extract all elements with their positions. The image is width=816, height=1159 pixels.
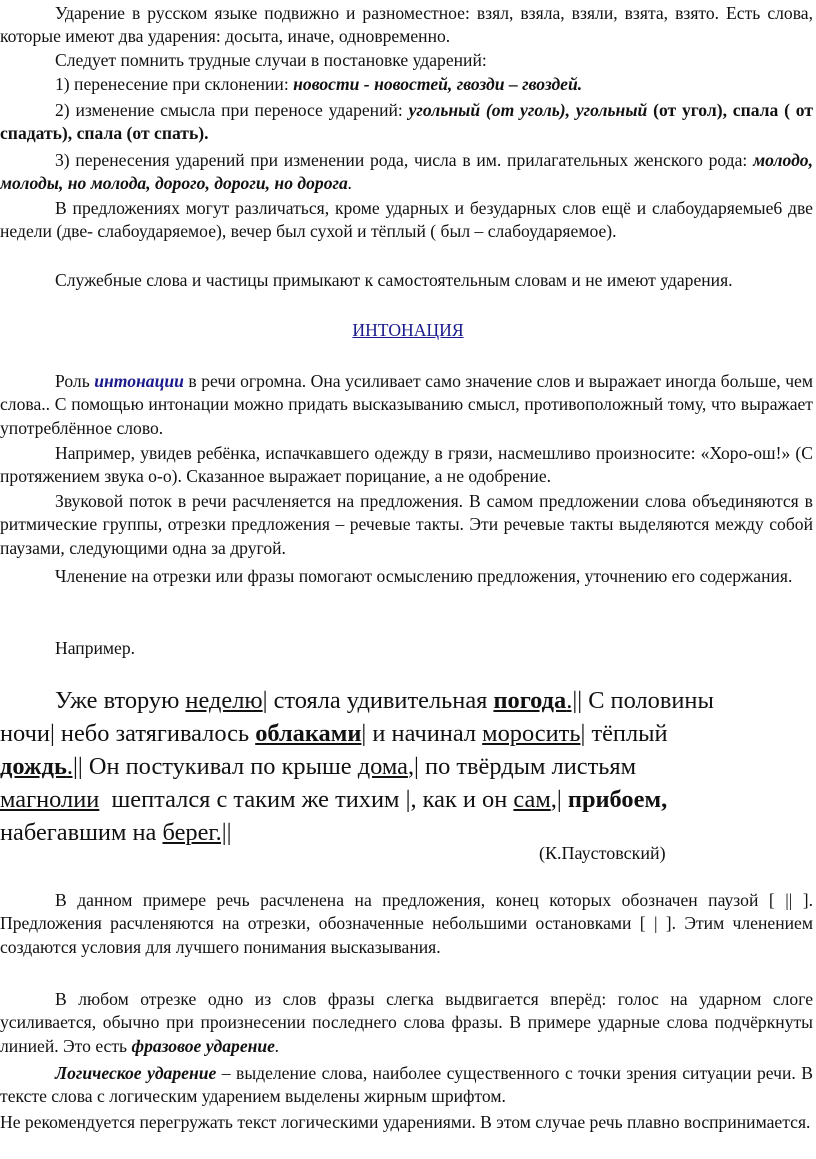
intro-paragraph-7: Служебные слова и частицы примыкают к самостоятельным словам и не имеют ударения. [55,270,733,290]
intro-paragraph-5 [0,149,813,196]
text-run: и начинал [366,720,483,747]
analysis-paragraph-2 [0,988,813,1058]
text-run: С половины [582,687,714,714]
bold-text: (от угол), спала ( от спадать), спала (от спать). [0,100,814,144]
stressed-word: сам [513,786,551,813]
text-run: ночи [0,720,50,747]
body-paragraph-1 [0,370,813,440]
example-line [0,783,813,816]
text-run: ,| по твёрдым листьям [407,753,637,780]
section-heading: ИНТОНАЦИЯ [352,320,464,340]
stressed-word: неделю [185,687,263,714]
text-run: В любом отрезке одно из слов фразы слегка выдвигается вперёд: голос на ударном слоге усиливается, обычно при произнесении последнего слова фразы. В примере ударные слова подчёркнуты линией. Это есть [0,989,813,1056]
emphasis-text: молодо, молоды, но молода, дорого, дороги, но дорога [0,150,813,194]
pause-mark: .|| [566,687,583,714]
text-run: в речи огромна. Она усиливает само значение слов и выражает иногда больше, чем слова.. С помощью интонации можно придать высказыванию смысл, противоположный тому, что выражает употреблённое слово. [0,371,813,438]
text-run: – выделение слова, наиболее существенного с точки зрения ситуации речи. В тексте слова с логическим ударением выделены жирным шрифтом. [0,1063,813,1107]
analysis-paragraph-3 [0,1062,813,1109]
text-run: | небо затягивалось [49,720,256,747]
body-paragraph-3: Звуковой поток в речи расчленяется на предложения. В самом предложении слова объединяются в ритмические группы, отрезки предложения – речевые такты. Эти речевые такты выделяются между собой паузами, следующими одна за другой. [0,491,813,558]
body-paragraph-2: Например, увидев ребёнка, испачкавшего одежду в грязи, насмешливо произносите: «Хоро-ош!» (С протяжением звука о-о). Сказанное выражает порицание, а не одобрение. [0,443,813,487]
emphasis-text: угольный (от уголь), угольный [408,100,648,120]
intro-paragraph-4 [0,99,813,146]
emphasis-text: интонации [94,371,184,391]
example-passage [0,684,813,849]
stressed-word: берег.|| [162,819,232,846]
emphasis-text: Логическое ударение [55,1063,217,1083]
emphasis-text: новости - новостей, гвозди – гвоздей. [293,74,583,94]
intro-paragraph-3 [0,73,813,96]
analysis-paragraph-4: Не рекомендуется перегружать текст логическими ударениями. В этом случае речь плавно воспринимается. [0,1112,811,1132]
logical-stress-word: дождь [0,753,67,780]
logical-stress-word: прибоем, [567,786,668,813]
body-paragraph-5: Например. [55,638,136,658]
intro-paragraph-6: В предложениях могут различаться, кроме ударных и безударных слов ещё и слабоударяемые6 две недели (две- слабоударяемое), вечер был сухой и тёплый ( был – слабоударяемое). [0,198,813,242]
pause-mark: | [361,720,367,747]
text-run: шептался с таким же тихим |, как и он [99,786,514,813]
pause-mark: ,| [550,786,562,813]
logical-stress-word: погода [493,687,567,714]
logical-stress-word: облаками [255,720,362,747]
text-run: Уже вторую [55,687,186,714]
author-attribution: (К.Паустовский) [539,843,666,863]
text-run: тёплый [585,720,668,747]
intro-paragraph-2: Следует помнить трудные случаи в постановке ударений: [55,50,487,70]
example-line [0,816,813,849]
text-run: Роль [55,371,95,391]
stressed-word: дома [357,753,408,780]
example-line [0,750,813,783]
stressed-word: моросить [482,720,581,747]
text-run: набегавшим на [0,819,163,846]
text-run: 3) перенесения ударений при изменении рода, числа в им. прилагательных женского рода: [55,150,754,170]
stressed-word: магнолии [0,786,100,813]
emphasis-text: фразовое ударение [131,1035,275,1056]
example-line [0,717,813,750]
text-run: . [347,173,353,194]
pause-mark: .|| [66,753,83,780]
analysis-paragraph-1: В данном примере речь расчленена на предложения, конец которых обозначен паузой [ || ]. Предложения расчленяются на отрезки, обозначенные небольшими остановками [ | ]. Этим членением создаются условия для лучшего понимания высказывания. [0,890,813,957]
pause-mark: | [580,720,586,747]
text-run: Он постукивал по крыше [82,753,358,780]
text-run: | стояла удивительная [262,687,494,714]
text-run: 2) изменение смысла при переносе ударений: [55,100,409,120]
text-run: . [274,1035,280,1056]
intro-paragraph-1: Ударение в русском языке подвижно и разноместное: взял, взяла, взяли, взята, взято. Есть слова, которые имеют два ударения: досыта, иначе, одновременно. [0,3,813,47]
text-run: 1) перенесение при склонении: [55,74,294,94]
body-paragraph-4: Членение на отрезки или фразы помогают осмыслению предложения, уточнению его содержания. [55,566,793,586]
example-line [0,684,813,717]
